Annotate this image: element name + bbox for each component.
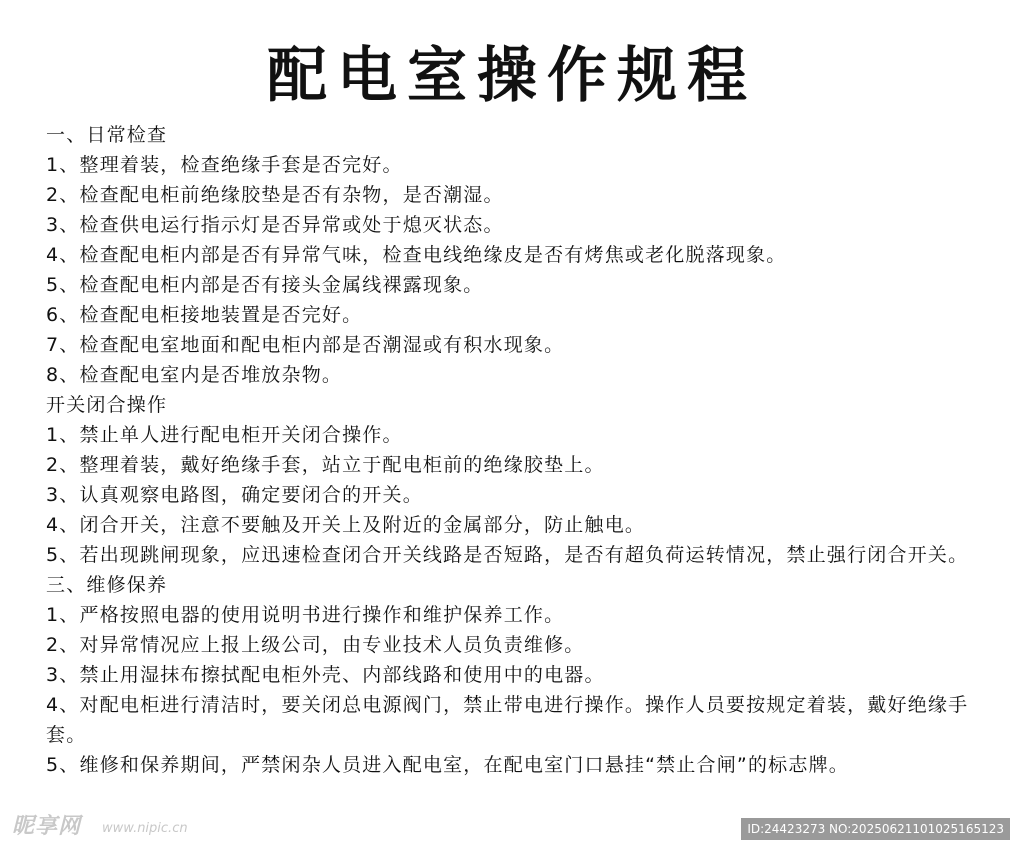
list-item: 4、对配电柜进行清洁时，要关闭总电源阀门，禁止带电进行操作。操作人员要按规定着装，戴好绝缘手套。 [46, 694, 969, 746]
list-item: 5、维修和保养期间，严禁闲杂人员进入配电室，在配电室门口悬挂“禁止合闸”的标志牌。 [46, 754, 849, 776]
list-item: 7、检查配电室地面和配电柜内部是否潮湿或有积水现象。 [46, 334, 565, 356]
list-item: 3、认真观察电路图，确定要闭合的开关。 [46, 484, 423, 506]
list-item: 8、检查配电室内是否堆放杂物。 [46, 364, 343, 386]
page-title: 配电室操作规程 [267, 41, 757, 111]
list-item: 4、闭合开关，注意不要触及开关上及附近的金属部分，防止触电。 [46, 514, 646, 536]
section-daily-inspection [46, 120, 976, 390]
list-item: 2、对异常情况应上报上级公司，由专业技术人员负责维修。 [46, 634, 585, 656]
list-item: 2、检查配电柜前绝缘胶垫是否有杂物，是否潮湿。 [46, 184, 504, 206]
list-item: 1、禁止单人进行配电柜开关闭合操作。 [46, 424, 403, 446]
section-switch-operation [46, 390, 976, 570]
watermark-logo: 昵享网 [12, 814, 82, 839]
list-item: 1、严格按照电器的使用说明书进行操作和维护保养工作。 [46, 604, 565, 626]
section-heading: 三、维修保养 [46, 574, 168, 596]
list-item: 1、整理着装，检查绝缘手套是否完好。 [46, 154, 403, 176]
list-item: 3、检查供电运行指示灯是否异常或处于熄灭状态。 [46, 214, 504, 236]
list-item: 4、检查配电柜内部是否有异常气味，检查电线绝缘皮是否有烤焦或老化脱落现象。 [46, 244, 787, 266]
list-item: 3、禁止用湿抹布擦拭配电柜外壳、内部线路和使用中的电器。 [46, 664, 605, 686]
section-heading: 开关闭合操作 [46, 394, 168, 416]
list-item: 5、检查配电柜内部是否有接头金属线裸露现象。 [46, 274, 484, 296]
list-item: 6、检查配电柜接地装置是否完好。 [46, 304, 363, 326]
image-id-bar: ID:24423273 NO:20250621101025165123 [741, 818, 1010, 840]
list-item: 5、若出现跳闸现象，应迅速检查闭合开关线路是否短路，是否有超负荷运转情况，禁止强行闭合开关。 [46, 544, 969, 566]
regulation-content [46, 120, 976, 780]
watermark-url: www.nipic.cn [102, 821, 188, 836]
section-heading: 一、日常检查 [46, 124, 168, 146]
section-maintenance [46, 570, 976, 780]
list-item: 2、整理着装，戴好绝缘手套，站立于配电柜前的绝缘胶垫上。 [46, 454, 605, 476]
